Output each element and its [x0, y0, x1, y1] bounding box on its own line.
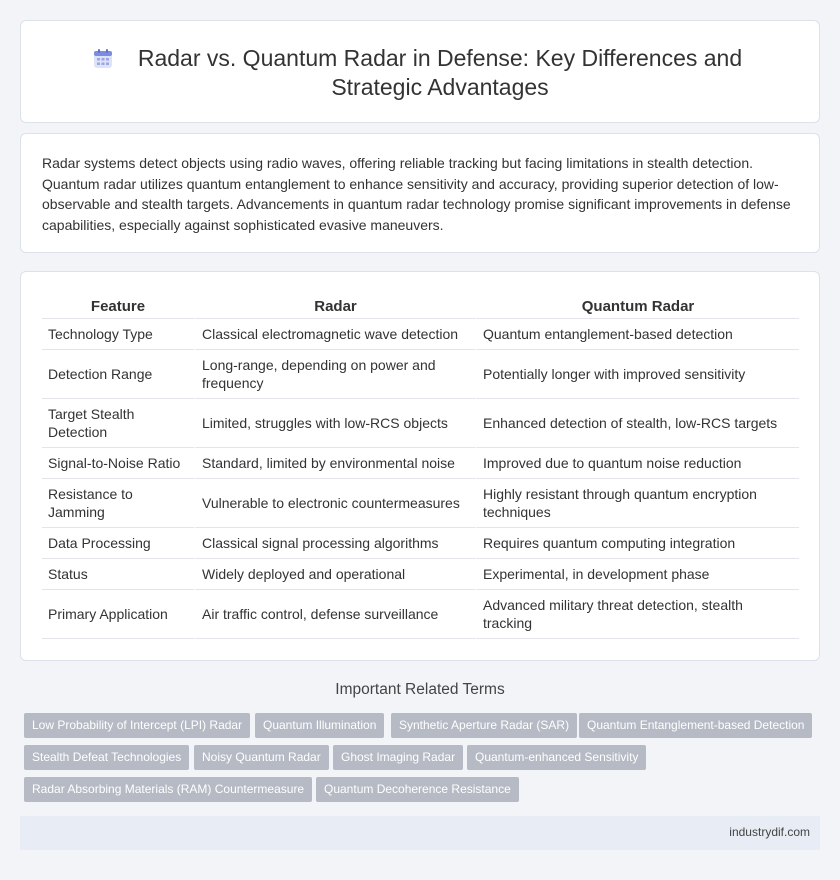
- related-term-tag[interactable]: Noisy Quantum Radar: [194, 745, 329, 770]
- footer-site-name[interactable]: industrydif.com: [729, 825, 810, 839]
- table-row: [42, 399, 799, 448]
- radar-cell: Classical signal processing algorithms: [194, 528, 475, 559]
- header-radar: Radar: [194, 294, 475, 319]
- header-feature: Feature: [42, 294, 194, 319]
- related-term-tag[interactable]: Synthetic Aperture Radar (SAR): [391, 713, 577, 738]
- feature-cell: Resistance to Jamming: [42, 479, 194, 528]
- quantum-radar-cell: Quantum entanglement-based detection: [475, 319, 799, 350]
- header-quantum-radar: Quantum Radar: [475, 294, 799, 319]
- radar-cell: Classical electromagnetic wave detection: [194, 319, 475, 350]
- related-term-tag[interactable]: Quantum Entanglement-based Detection: [579, 713, 812, 738]
- related-term-tag[interactable]: Quantum Illumination: [255, 713, 384, 738]
- table-row: [42, 590, 799, 639]
- table-row: [42, 350, 799, 399]
- related-term-tag[interactable]: Quantum Decoherence Resistance: [316, 777, 519, 802]
- intro-paragraph: Radar systems detect objects using radio waves, offering reliable tracking but facing limitations in stealth detection. Quantum radar utilizes quantum entanglement to enhance sensitivity and accuracy, providing superior detection of low-observable and stealth targets. Advancements in quantum radar technology promise significant improvements in defense capabilities, especially against sophisticated evasive maneuvers.: [42, 155, 791, 233]
- related-term-tag[interactable]: Ghost Imaging Radar: [333, 745, 463, 770]
- feature-cell: Signal-to-Noise Ratio: [42, 448, 194, 479]
- radar-cell: Widely deployed and operational: [194, 559, 475, 590]
- quantum-radar-cell: Advanced military threat detection, stealth tracking: [475, 590, 799, 639]
- radar-cell: Long-range, depending on power and frequency: [194, 350, 475, 399]
- feature-cell: Technology Type: [42, 319, 194, 350]
- table-header-row: [42, 294, 799, 319]
- quantum-radar-cell: Enhanced detection of stealth, low-RCS targets: [475, 399, 799, 448]
- related-term-tag[interactable]: Low Probability of Intercept (LPI) Radar: [24, 713, 250, 738]
- comparison-table: [42, 294, 799, 639]
- radar-cell: Limited, struggles with low-RCS objects: [194, 399, 475, 448]
- page-title: Radar vs. Quantum Radar in Defense: Key Differences and Strategic Advantages: [137, 45, 743, 100]
- radar-cell: Air traffic control, defense surveillance: [194, 590, 475, 639]
- radar-cell: Vulnerable to electronic countermeasures: [194, 479, 475, 528]
- quantum-radar-cell: Highly resistant through quantum encryption techniques: [475, 479, 799, 528]
- related-term-tag[interactable]: Stealth Defeat Technologies: [24, 745, 189, 770]
- header-card: [20, 20, 820, 123]
- related-term-tag[interactable]: Radar Absorbing Materials (RAM) Countermeasure: [24, 777, 312, 802]
- table-row: [42, 528, 799, 559]
- comparison-card: [20, 271, 820, 661]
- feature-cell: Primary Application: [42, 590, 194, 639]
- feature-cell: Detection Range: [42, 350, 194, 399]
- radar-cell: Standard, limited by environmental noise: [194, 448, 475, 479]
- quantum-radar-cell: Improved due to quantum noise reduction: [475, 448, 799, 479]
- table-row: [42, 448, 799, 479]
- related-term-tag[interactable]: Quantum-enhanced Sensitivity: [467, 745, 646, 770]
- footer: [20, 816, 820, 850]
- related-terms-heading: Important Related Terms: [335, 681, 505, 698]
- quantum-radar-cell: Potentially longer with improved sensitivity: [475, 350, 799, 399]
- feature-cell: Target Stealth Detection: [42, 399, 194, 448]
- quantum-radar-cell: Requires quantum computing integration: [475, 528, 799, 559]
- table-row: [42, 559, 799, 590]
- table-row: [42, 479, 799, 528]
- feature-cell: Status: [42, 559, 194, 590]
- feature-cell: Data Processing: [42, 528, 194, 559]
- intro-card: [20, 133, 820, 253]
- quantum-radar-cell: Experimental, in development phase: [475, 559, 799, 590]
- table-row: [42, 319, 799, 350]
